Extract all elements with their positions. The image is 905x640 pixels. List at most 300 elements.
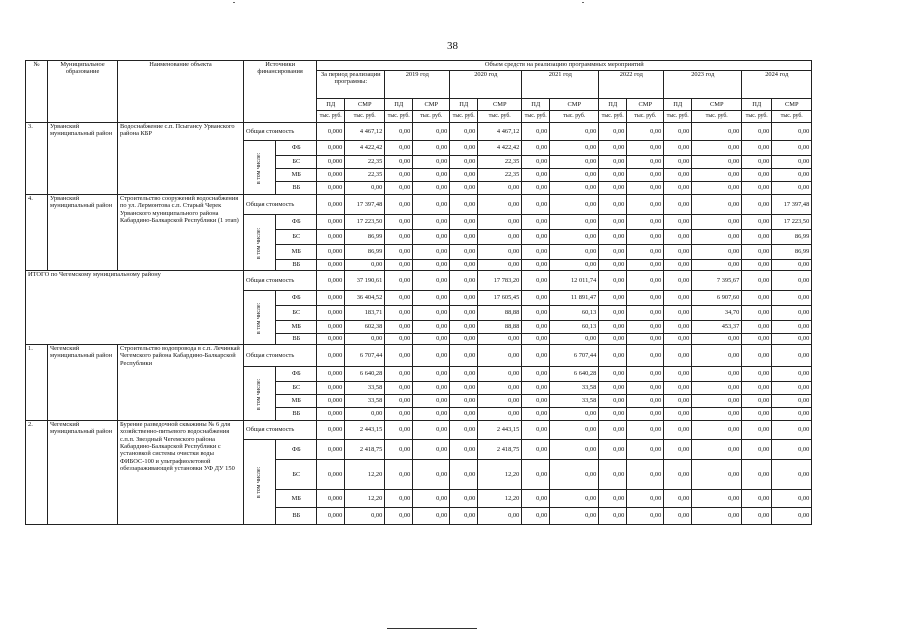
value-cell: 2 418,75 bbox=[345, 440, 385, 460]
value-cell: 0,00 bbox=[599, 306, 627, 321]
value-cell: 0,00 bbox=[772, 395, 812, 408]
value-cell: 0,00 bbox=[478, 367, 522, 382]
value-cell: 0,00 bbox=[692, 156, 742, 169]
value-cell: 0,00 bbox=[627, 141, 664, 156]
page-number: 38 bbox=[447, 40, 458, 52]
incl-label-cell bbox=[244, 141, 276, 195]
value-cell: 0,00 bbox=[478, 508, 522, 525]
value-cell: 0,00 bbox=[550, 421, 599, 440]
value-cell: 0,00 bbox=[772, 408, 812, 421]
value-cell: 11 891,47 bbox=[550, 291, 599, 306]
value-cell: 0,00 bbox=[627, 395, 664, 408]
value-cell: 0,00 bbox=[413, 215, 450, 230]
source-label: БС bbox=[276, 306, 317, 321]
source-label: ВБ bbox=[276, 508, 317, 525]
value-cell: 0,000 bbox=[317, 367, 345, 382]
col-year-header: 2024 год bbox=[742, 71, 812, 99]
value-cell: 0,00 bbox=[450, 382, 478, 395]
value-cell: 12,20 bbox=[345, 490, 385, 508]
value-cell: 0,00 bbox=[385, 123, 413, 141]
value-cell: 0,00 bbox=[664, 408, 692, 421]
value-cell: 0,00 bbox=[599, 421, 627, 440]
table-body bbox=[26, 123, 812, 525]
incl-label-cell bbox=[244, 440, 276, 525]
value-cell: 0,00 bbox=[550, 195, 599, 215]
value-cell: 0,000 bbox=[317, 215, 345, 230]
value-cell: 12,20 bbox=[478, 490, 522, 508]
value-cell: 0,00 bbox=[772, 334, 812, 345]
value-cell: 0,00 bbox=[772, 123, 812, 141]
value-cell: 60,13 bbox=[550, 306, 599, 321]
value-cell: 2 418,75 bbox=[478, 440, 522, 460]
col-num-header: № bbox=[26, 61, 48, 123]
value-cell: 0,00 bbox=[522, 291, 550, 306]
value-cell: 0,00 bbox=[772, 291, 812, 306]
value-cell: 0,00 bbox=[550, 230, 599, 245]
source-label: ВБ bbox=[276, 408, 317, 421]
value-cell: 0,00 bbox=[664, 460, 692, 490]
value-cell: 0,00 bbox=[599, 230, 627, 245]
object-cell: Бурение разведочной скважины № 6 для хозяйственно-питьевого водоснабжения с.п.п. Звездный Чегемского района Кабардино-Балкарской Республики с установкой системы очистки воды ФИБОС-100 и ультрафиолетовой обеззараживающей установки УФ ДУ 150 bbox=[118, 421, 244, 525]
col-pd-header: ПД bbox=[599, 99, 627, 111]
value-cell: 6 640,28 bbox=[550, 367, 599, 382]
value-cell: 88,88 bbox=[478, 306, 522, 321]
value-cell: 0,00 bbox=[522, 460, 550, 490]
value-cell: 0,00 bbox=[692, 195, 742, 215]
value-cell: 37 190,61 bbox=[345, 271, 385, 291]
value-cell: 0,00 bbox=[522, 440, 550, 460]
value-cell: 0,00 bbox=[664, 367, 692, 382]
value-cell: 0,00 bbox=[664, 306, 692, 321]
incl-label: в том числе: bbox=[256, 227, 263, 259]
value-cell: 0,00 bbox=[742, 440, 772, 460]
value-cell: 17 605,45 bbox=[478, 291, 522, 306]
value-cell: 0,00 bbox=[664, 440, 692, 460]
col-unit-header: тыс. руб. bbox=[345, 111, 385, 123]
value-cell: 0,00 bbox=[385, 440, 413, 460]
col-smr-header: СМР bbox=[692, 99, 742, 111]
value-cell: 0,00 bbox=[450, 215, 478, 230]
value-cell: 0,00 bbox=[772, 156, 812, 169]
value-cell: 0,00 bbox=[413, 245, 450, 260]
value-cell: 0,000 bbox=[317, 334, 345, 345]
col-unit-header: тыс. руб. bbox=[317, 111, 345, 123]
value-cell: 0,00 bbox=[742, 245, 772, 260]
source-label: БС bbox=[276, 230, 317, 245]
value-cell: 0,00 bbox=[742, 345, 772, 367]
value-cell: 0,00 bbox=[664, 490, 692, 508]
value-cell: 86,99 bbox=[345, 245, 385, 260]
col-smr-header: СМР bbox=[413, 99, 450, 111]
value-cell: 0,00 bbox=[599, 141, 627, 156]
source-label: БС bbox=[276, 460, 317, 490]
value-cell: 0,00 bbox=[550, 508, 599, 525]
value-cell: 0,00 bbox=[413, 169, 450, 182]
row-number: 1. bbox=[26, 345, 48, 421]
incl-label: в том числе: bbox=[256, 152, 263, 184]
object-cell: Строительство сооружений водоснабжения по ул. Лермонтова с.п. Старый Черек Урванского муниципального района Кабардино-Балкарской Республики (1 этап) bbox=[118, 195, 244, 271]
value-cell: 0,00 bbox=[522, 321, 550, 334]
value-cell: 0,00 bbox=[385, 367, 413, 382]
value-cell: 0,00 bbox=[450, 490, 478, 508]
col-smr-header: СМР bbox=[627, 99, 664, 111]
value-cell: 12,20 bbox=[478, 460, 522, 490]
value-cell: 0,00 bbox=[627, 321, 664, 334]
value-cell: 0,000 bbox=[317, 321, 345, 334]
value-cell: 88,88 bbox=[478, 321, 522, 334]
value-cell: 0,00 bbox=[413, 306, 450, 321]
value-cell: 0,00 bbox=[450, 395, 478, 408]
col-unit-header: тыс. руб. bbox=[627, 111, 664, 123]
value-cell: 0,00 bbox=[385, 508, 413, 525]
value-cell: 0,00 bbox=[599, 215, 627, 230]
value-cell: 0,00 bbox=[478, 382, 522, 395]
source-label: ВБ bbox=[276, 334, 317, 345]
value-cell: 0,00 bbox=[522, 215, 550, 230]
value-cell: 0,00 bbox=[385, 345, 413, 367]
value-cell: 0,00 bbox=[385, 245, 413, 260]
value-cell: 0,000 bbox=[317, 440, 345, 460]
value-cell: 0,00 bbox=[413, 345, 450, 367]
value-cell: 0,00 bbox=[413, 321, 450, 334]
value-cell: 0,00 bbox=[664, 271, 692, 291]
value-cell: 0,00 bbox=[627, 334, 664, 345]
value-cell: 0,00 bbox=[599, 460, 627, 490]
value-cell: 0,00 bbox=[599, 123, 627, 141]
value-cell: 7 395,67 bbox=[692, 271, 742, 291]
value-cell: 0,00 bbox=[742, 490, 772, 508]
col-year-header: 2019 год bbox=[385, 71, 450, 99]
source-label: БС bbox=[276, 382, 317, 395]
value-cell: 0,00 bbox=[522, 260, 550, 271]
value-cell: 0,00 bbox=[413, 421, 450, 440]
value-cell: 0,00 bbox=[772, 271, 812, 291]
value-cell: 17 223,50 bbox=[772, 215, 812, 230]
col-pd-header: ПД bbox=[522, 99, 550, 111]
source-label: МБ bbox=[276, 321, 317, 334]
value-cell: 0,00 bbox=[413, 395, 450, 408]
value-cell: 0,00 bbox=[413, 490, 450, 508]
value-cell: 0,00 bbox=[450, 141, 478, 156]
value-cell: 0,00 bbox=[413, 271, 450, 291]
value-cell: 0,00 bbox=[450, 156, 478, 169]
col-pd-header: ПД bbox=[385, 99, 413, 111]
municipality-cell: Урванский муниципальный район bbox=[48, 195, 118, 271]
value-cell: 0,00 bbox=[413, 156, 450, 169]
value-cell: 0,00 bbox=[450, 408, 478, 421]
value-cell: 0,00 bbox=[627, 291, 664, 306]
value-cell: 0,00 bbox=[385, 334, 413, 345]
value-cell: 0,00 bbox=[522, 169, 550, 182]
value-cell: 0,00 bbox=[627, 421, 664, 440]
value-cell: 0,00 bbox=[450, 460, 478, 490]
budget-table bbox=[25, 60, 812, 525]
value-cell: 0,00 bbox=[627, 169, 664, 182]
value-cell: 0,00 bbox=[627, 215, 664, 230]
value-cell: 0,000 bbox=[317, 408, 345, 421]
value-cell: 6 640,28 bbox=[345, 367, 385, 382]
value-cell: 0,00 bbox=[450, 421, 478, 440]
value-cell: 0,00 bbox=[345, 508, 385, 525]
value-cell: 0,00 bbox=[742, 291, 772, 306]
value-cell: 36 404,52 bbox=[345, 291, 385, 306]
value-cell: 0,00 bbox=[742, 271, 772, 291]
value-cell: 0,00 bbox=[385, 195, 413, 215]
value-cell: 0,00 bbox=[413, 291, 450, 306]
value-cell: 0,000 bbox=[317, 230, 345, 245]
value-cell: 0,00 bbox=[522, 382, 550, 395]
value-cell: 0,00 bbox=[664, 508, 692, 525]
value-cell: 0,00 bbox=[450, 260, 478, 271]
incl-label-cell bbox=[244, 367, 276, 421]
value-cell: 0,00 bbox=[692, 260, 742, 271]
value-cell: 0,00 bbox=[413, 230, 450, 245]
value-cell: 0,00 bbox=[385, 408, 413, 421]
col-unit-header: тыс. руб. bbox=[692, 111, 742, 123]
incl-label: в том числе: bbox=[256, 378, 263, 410]
value-cell: 0,00 bbox=[345, 408, 385, 421]
row-number: 4. bbox=[26, 195, 48, 271]
source-label: МБ bbox=[276, 395, 317, 408]
value-cell: 0,00 bbox=[522, 182, 550, 195]
value-cell: 0,000 bbox=[317, 382, 345, 395]
value-cell: 0,000 bbox=[317, 141, 345, 156]
source-label: ФБ bbox=[276, 141, 317, 156]
col-period-header: За период реализации программы: bbox=[317, 71, 385, 99]
value-cell: 0,00 bbox=[627, 182, 664, 195]
value-cell: 0,00 bbox=[522, 421, 550, 440]
value-cell: 0,00 bbox=[550, 408, 599, 421]
value-cell: 0,00 bbox=[742, 123, 772, 141]
value-cell: 0,00 bbox=[627, 306, 664, 321]
value-cell: 0,00 bbox=[627, 123, 664, 141]
value-cell: 0,00 bbox=[772, 141, 812, 156]
col-municipality-header: Муниципальное образование bbox=[48, 61, 118, 123]
total-label: Общая стоимость bbox=[244, 195, 317, 215]
value-cell: 0,000 bbox=[317, 460, 345, 490]
value-cell: 0,00 bbox=[664, 260, 692, 271]
value-cell: 0,00 bbox=[550, 182, 599, 195]
value-cell: 0,000 bbox=[317, 156, 345, 169]
value-cell: 0,00 bbox=[772, 382, 812, 395]
value-cell: 0,00 bbox=[522, 156, 550, 169]
value-cell: 0,00 bbox=[772, 169, 812, 182]
source-label: ФБ bbox=[276, 215, 317, 230]
object-cell: Строительство водопровода в с.п. Лечинкай Чегемского района Кабардино-Балкарской Республики bbox=[118, 345, 244, 421]
value-cell: 0,00 bbox=[599, 321, 627, 334]
value-cell: 0,00 bbox=[522, 123, 550, 141]
value-cell: 86,99 bbox=[772, 245, 812, 260]
col-unit-header: тыс. руб. bbox=[450, 111, 478, 123]
value-cell: 0,00 bbox=[772, 367, 812, 382]
value-cell: 0,00 bbox=[742, 321, 772, 334]
value-cell: 0,00 bbox=[599, 291, 627, 306]
value-cell: 0,00 bbox=[478, 260, 522, 271]
col-smr-header: СМР bbox=[345, 99, 385, 111]
table-row bbox=[26, 345, 812, 367]
value-cell: 0,00 bbox=[450, 367, 478, 382]
value-cell: 0,00 bbox=[599, 195, 627, 215]
value-cell: 0,00 bbox=[772, 508, 812, 525]
value-cell: 0,00 bbox=[522, 195, 550, 215]
col-volume-header: Объем средств на реализацию программных мероприятий bbox=[317, 61, 812, 71]
value-cell: 0,00 bbox=[345, 260, 385, 271]
value-cell: 0,00 bbox=[478, 334, 522, 345]
col-pd-header: ПД bbox=[664, 99, 692, 111]
value-cell: 0,00 bbox=[664, 195, 692, 215]
value-cell: 0,00 bbox=[450, 230, 478, 245]
value-cell: 0,00 bbox=[413, 382, 450, 395]
value-cell: 0,00 bbox=[627, 195, 664, 215]
value-cell: 0,00 bbox=[664, 141, 692, 156]
value-cell: 0,000 bbox=[317, 508, 345, 525]
value-cell: 0,00 bbox=[550, 169, 599, 182]
footer-rule bbox=[387, 628, 477, 629]
value-cell: 0,00 bbox=[385, 321, 413, 334]
value-cell: 0,000 bbox=[317, 271, 345, 291]
value-cell: 0,00 bbox=[692, 367, 742, 382]
value-cell: 0,00 bbox=[345, 182, 385, 195]
value-cell: 2 443,15 bbox=[478, 421, 522, 440]
value-cell: 453,37 bbox=[692, 321, 742, 334]
value-cell: 0,00 bbox=[385, 215, 413, 230]
value-cell: 0,00 bbox=[627, 230, 664, 245]
value-cell: 0,00 bbox=[692, 215, 742, 230]
row-number: 3. bbox=[26, 123, 48, 195]
source-label: МБ bbox=[276, 490, 317, 508]
value-cell: 0,00 bbox=[450, 291, 478, 306]
source-label: ФБ bbox=[276, 291, 317, 306]
value-cell: 33,58 bbox=[550, 382, 599, 395]
value-cell: 0,00 bbox=[413, 367, 450, 382]
value-cell: 33,58 bbox=[345, 382, 385, 395]
value-cell: 0,00 bbox=[664, 230, 692, 245]
col-unit-header: тыс. руб. bbox=[478, 111, 522, 123]
value-cell: 0,00 bbox=[627, 345, 664, 367]
value-cell: 33,58 bbox=[550, 395, 599, 408]
value-cell: 0,00 bbox=[664, 245, 692, 260]
value-cell: 6 707,44 bbox=[550, 345, 599, 367]
value-cell: 0,00 bbox=[664, 123, 692, 141]
value-cell: 0,00 bbox=[742, 421, 772, 440]
value-cell: 0,000 bbox=[317, 169, 345, 182]
value-cell: 0,00 bbox=[478, 195, 522, 215]
value-cell: 0,00 bbox=[772, 260, 812, 271]
value-cell: 0,00 bbox=[742, 395, 772, 408]
value-cell: 0,00 bbox=[664, 334, 692, 345]
value-cell: 0,00 bbox=[692, 230, 742, 245]
value-cell: 0,00 bbox=[664, 421, 692, 440]
col-unit-header: тыс. руб. bbox=[742, 111, 772, 123]
value-cell: 0,00 bbox=[742, 195, 772, 215]
value-cell: 0,00 bbox=[550, 260, 599, 271]
value-cell: 0,00 bbox=[772, 345, 812, 367]
itogo-label: ИТОГО по Чегемскому муниципальному району bbox=[26, 271, 244, 345]
value-cell: 0,00 bbox=[385, 271, 413, 291]
source-label: ВБ bbox=[276, 182, 317, 195]
value-cell: 0,00 bbox=[522, 141, 550, 156]
value-cell: 0,00 bbox=[478, 215, 522, 230]
value-cell: 0,00 bbox=[627, 440, 664, 460]
value-cell: 183,71 bbox=[345, 306, 385, 321]
value-cell: 0,00 bbox=[599, 156, 627, 169]
table-row bbox=[26, 271, 812, 291]
value-cell: 0,00 bbox=[413, 141, 450, 156]
value-cell: 0,00 bbox=[599, 490, 627, 508]
value-cell: 0,00 bbox=[385, 382, 413, 395]
total-label: Общая стоимость bbox=[244, 271, 317, 291]
total-label: Общая стоимость bbox=[244, 421, 317, 440]
row-number: 2. bbox=[26, 421, 48, 525]
value-cell: 0,00 bbox=[385, 291, 413, 306]
col-unit-header: тыс. руб. bbox=[385, 111, 413, 123]
value-cell: 0,000 bbox=[317, 195, 345, 215]
value-cell: 0,00 bbox=[664, 156, 692, 169]
value-cell: 34,70 bbox=[692, 306, 742, 321]
source-label: МБ bbox=[276, 169, 317, 182]
value-cell: 0,00 bbox=[692, 508, 742, 525]
value-cell: 0,00 bbox=[627, 382, 664, 395]
value-cell: 4 422,42 bbox=[478, 141, 522, 156]
col-sources-header: Источники финансирования bbox=[244, 61, 317, 123]
value-cell: 0,00 bbox=[742, 260, 772, 271]
value-cell: 0,00 bbox=[692, 334, 742, 345]
incl-label: в том числе: bbox=[256, 302, 263, 334]
value-cell: 0,00 bbox=[413, 182, 450, 195]
value-cell: 0,00 bbox=[413, 508, 450, 525]
value-cell: 0,00 bbox=[385, 156, 413, 169]
col-unit-header: тыс. руб. bbox=[522, 111, 550, 123]
total-label: Общая стоимость bbox=[244, 123, 317, 141]
value-cell: 0,00 bbox=[627, 508, 664, 525]
value-cell: 0,00 bbox=[599, 508, 627, 525]
value-cell: 0,00 bbox=[385, 230, 413, 245]
value-cell: 0,00 bbox=[450, 195, 478, 215]
value-cell: 0,000 bbox=[317, 306, 345, 321]
value-cell: 0,00 bbox=[692, 169, 742, 182]
source-label: БС bbox=[276, 156, 317, 169]
value-cell: 0,00 bbox=[385, 169, 413, 182]
value-cell: 0,00 bbox=[385, 260, 413, 271]
value-cell: 0,00 bbox=[599, 367, 627, 382]
value-cell: 0,00 bbox=[550, 460, 599, 490]
value-cell: 17 397,48 bbox=[345, 195, 385, 215]
value-cell: 0,00 bbox=[772, 306, 812, 321]
value-cell: 0,00 bbox=[692, 490, 742, 508]
value-cell: 0,00 bbox=[599, 334, 627, 345]
table-row bbox=[26, 195, 812, 215]
value-cell: 0,00 bbox=[450, 271, 478, 291]
incl-label-cell bbox=[244, 215, 276, 271]
value-cell: 0,00 bbox=[692, 182, 742, 195]
value-cell: 0,00 bbox=[692, 421, 742, 440]
value-cell: 22,35 bbox=[345, 169, 385, 182]
col-unit-header: тыс. руб. bbox=[599, 111, 627, 123]
value-cell: 0,00 bbox=[522, 334, 550, 345]
value-cell: 0,00 bbox=[599, 169, 627, 182]
value-cell: 0,00 bbox=[385, 460, 413, 490]
value-cell: 0,00 bbox=[664, 395, 692, 408]
value-cell: 0,00 bbox=[522, 306, 550, 321]
value-cell: 0,00 bbox=[522, 230, 550, 245]
value-cell: 0,00 bbox=[742, 508, 772, 525]
value-cell: 0,00 bbox=[627, 490, 664, 508]
value-cell: 0,00 bbox=[664, 345, 692, 367]
value-cell: 0,00 bbox=[522, 345, 550, 367]
value-cell: 0,00 bbox=[692, 345, 742, 367]
value-cell: 0,00 bbox=[599, 408, 627, 421]
value-cell: 0,00 bbox=[550, 215, 599, 230]
